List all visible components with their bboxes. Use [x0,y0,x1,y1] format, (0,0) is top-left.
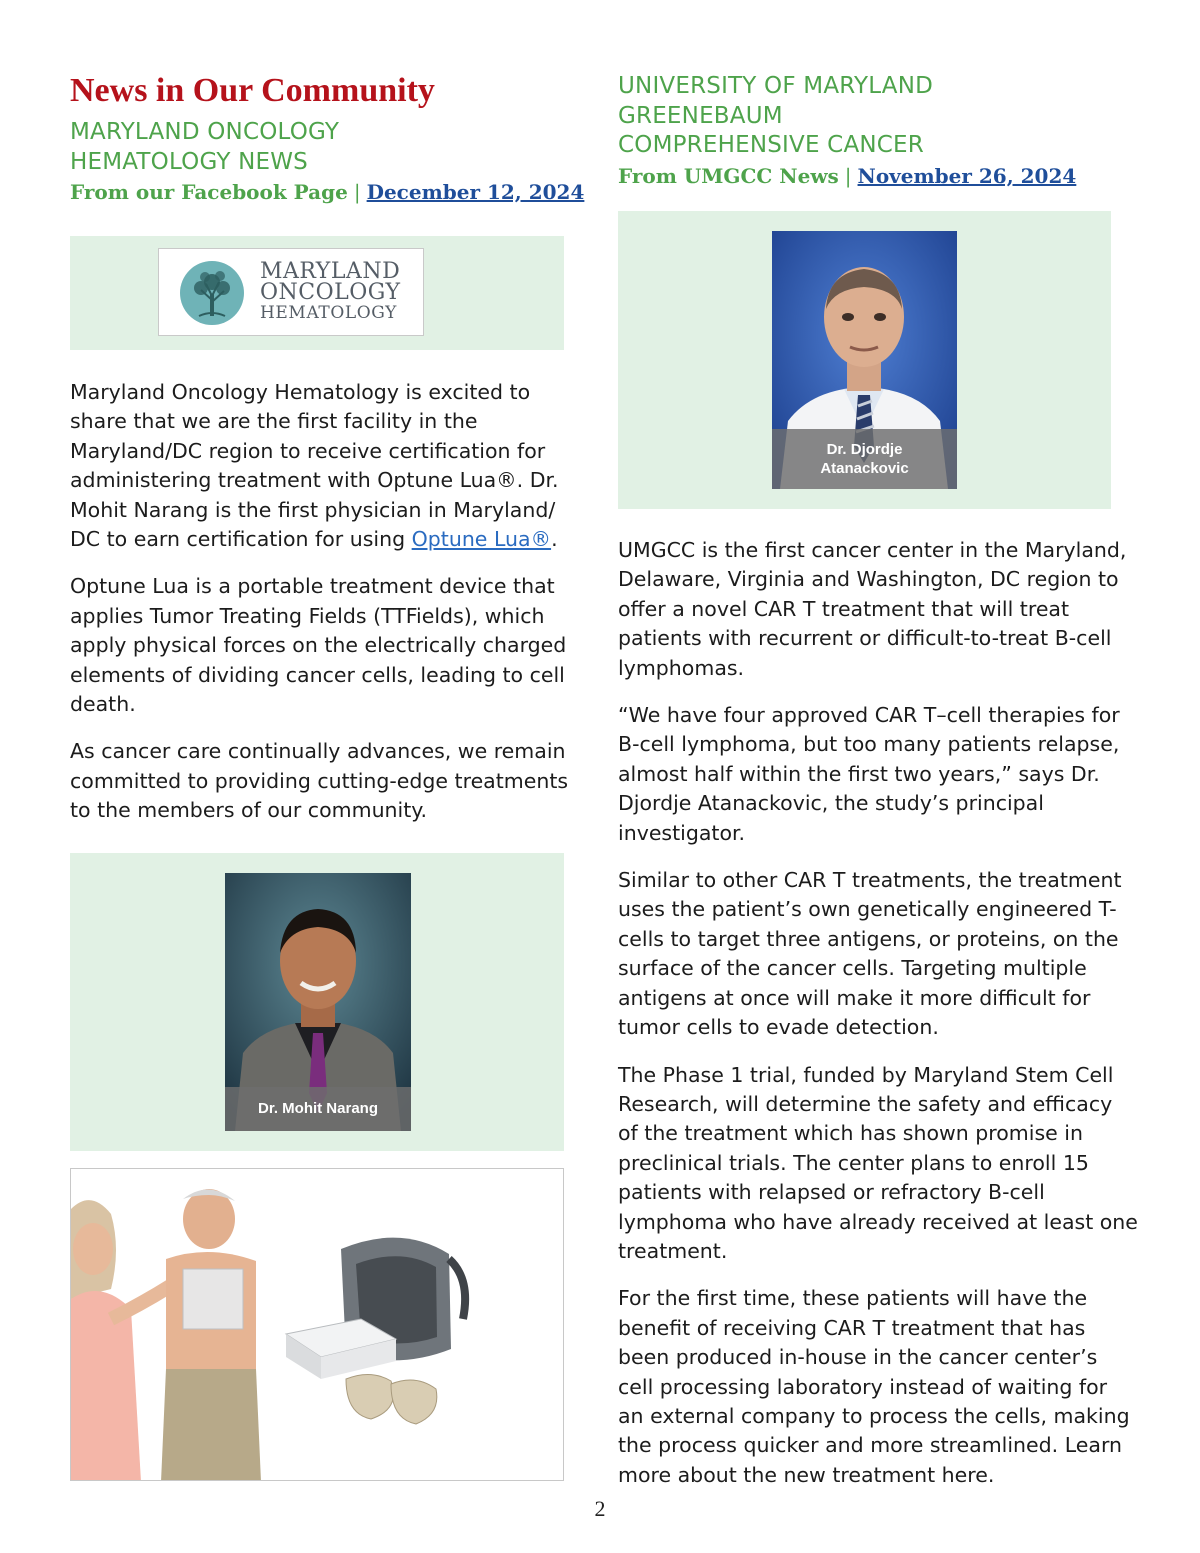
atanackovic-portrait [772,231,957,489]
logo-line-1: MARYLAND [260,259,401,284]
left-source-line [70,179,584,205]
left-separator: | [353,180,361,204]
optune-lua-link[interactable]: Optune Lua® [411,527,552,552]
right-source-line [618,163,1076,189]
right-separator: | [844,164,852,188]
logo-line-2: ONCOLOGY [260,280,401,305]
left-p1-end: . [551,527,558,552]
left-date-link[interactable]: December 12, 2024 [366,180,585,204]
maryland-oncology-logo [158,248,424,336]
section-title: News in Our Community [70,72,435,109]
right-article-body [618,536,1138,1508]
right-source-label: From UMGCC News [618,164,839,188]
left-source-label: From our Facebook Page [70,180,348,204]
atanackovic-caption-line-1: Dr. Djordje [826,441,903,458]
left-paragraph-3: As cancer care continually advances, we remain committed to providing cutting-edge treatments to the members of our community. [70,739,569,823]
atanackovic-caption [772,429,957,489]
right-paragraph-1: UMGCC is the first cancer center in the Maryland, Delaware, Virginia and Washington, DC region to offer a novel CAR T treatment that will treat patients with recurrent or difficult-to-treat B-cell lymphomas. [618,538,1127,680]
optune-photo-icon [71,1169,564,1481]
logo-wordmark [260,261,420,324]
left-p1-text: Maryland Oncology Hematology is excited to share that we are the first facility in the Maryland/DC region to receive certification for administering treatment with Optune Lua®. Dr. Mohit Narang is the first physician in Maryland/ DC to earn certification for using [70,380,559,552]
tree-icon [179,260,245,326]
right-paragraph-2: “We have four approved CAR T–cell therapies for B-cell lymphoma, but too many patients relapse, almost half within the first two years,” says Dr. Djordje Atanackovic, the study’s principal investigator. [618,703,1120,845]
right-kicker: UNIVERSITY OF MARYLAND GREENEBAUM COMPREHENSIVE CANCER [618,73,934,158]
logo-line-3: HEMATOLOGY [260,303,397,323]
right-date-link[interactable]: November 26, 2024 [857,164,1077,188]
left-paragraph-1 [70,378,582,554]
right-paragraph-4: The Phase 1 trial, funded by Maryland Stem Cell Research, will determine the safety and efficacy of the treatment which has shown promise in preclinical trials. The center plans to enroll 15 patients with relapsed or refractory B-cell lymphoma who have already received at least one treatment. [618,1062,1138,1263]
left-paragraph-2: Optune Lua is a portable treatment device that applies Tumor Treating Fields (TTFields), which apply physical forces on the electrically charged elements of dividing cancer cells, leading to cell death. [70,574,567,717]
atanackovic-caption-line-2: Atanackovic [820,460,909,477]
optune-device-photo [70,1168,564,1481]
page-number: 2 [594,1496,606,1521]
narang-portrait [225,873,411,1131]
narang-caption: Dr. Mohit Narang [225,1087,411,1131]
left-article-body [70,378,582,844]
left-kicker: MARYLAND ONCOLOGY HEMATOLOGY NEWS [70,119,340,175]
right-paragraph-3: Similar to other CAR T treatments, the treatment uses the patient’s own genetically engineered T-cells to target three antigens, or proteins, on the surface of the cancer cells. Targeting multiple antigens at once will make it more difficult for tumor cells to evade detection. [618,868,1122,1040]
right-paragraph-5: For the first time, these patients will have the benefit of receiving CAR T treatment that has been produced in-house in the cancer center’s cell processing laboratory instead of waiting for an external company to process the cells, making the process quicker and more streamlined. Learn more about the new treatment here. [618,1286,1130,1487]
